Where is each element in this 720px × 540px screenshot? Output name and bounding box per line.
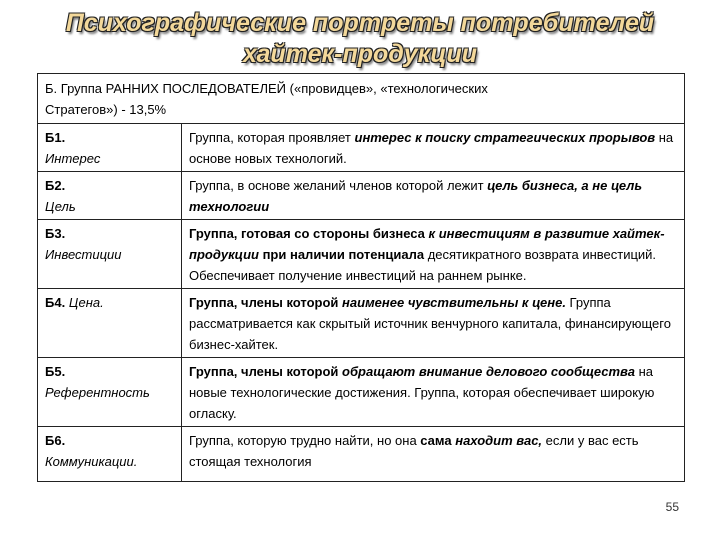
table-row: [38, 427, 685, 482]
row-name: Интерес: [45, 151, 101, 166]
row-label: [38, 358, 182, 427]
row-description: [182, 172, 685, 220]
row-code: Б5.: [45, 364, 66, 379]
desc-bold: Группа, члены которой: [189, 364, 343, 379]
desc-bold: Группа, готовая со стороны бизнеса: [189, 226, 429, 241]
row-label: [38, 172, 182, 220]
row-label: [38, 427, 182, 482]
row-code: Б1.: [45, 130, 66, 145]
desc-text: Группа рассматривается как скрытый источник венчурного капитала, финансирующего бизнес-хайтек.: [189, 295, 671, 352]
desc-text: если у вас есть стоящая технология: [189, 433, 639, 469]
desc-text: Группа, которую трудно найти, но она: [189, 433, 421, 448]
page-number: 55: [665, 500, 679, 514]
group-header-line-2: Стратегов») - 13,5%: [45, 102, 167, 117]
desc-bold: Группа, члены которой: [189, 295, 343, 310]
table-row: [38, 358, 685, 427]
desc-emphasis: интерес к поиску стратегических прорывов: [354, 130, 656, 145]
group-header-line-1: Б. Группа РАННИХ ПОСЛЕДОВАТЕЛЕЙ («провидцев», «технологических: [45, 81, 488, 96]
slide-title: [20, 8, 700, 70]
row-label: [38, 124, 182, 172]
desc-emphasis: обращают внимание делового сообщества: [342, 364, 635, 379]
table-row: [38, 124, 685, 172]
row-description: [182, 358, 685, 427]
desc-emphasis: находит вас,: [455, 433, 543, 448]
title-line-1: Психографические портреты потребителей: [65, 9, 655, 37]
row-name: Цена.: [68, 295, 104, 310]
desc-text: на новые технологические достижения. Группа, которая обеспечивает широкую огласку.: [189, 364, 655, 421]
table-row: [38, 220, 685, 289]
desc-emphasis: наименее чувствительны к цене.: [342, 295, 566, 310]
row-name: Цель: [45, 199, 76, 214]
table-row: [38, 289, 685, 358]
group-header-cell: [38, 74, 685, 124]
row-name: Референтность: [45, 385, 150, 400]
desc-text: Группа, в основе желаний членов которой лежит: [189, 178, 488, 193]
desc-emphasis: к инвестициям в развитие хайтек-продукции: [189, 226, 665, 262]
desc-emphasis: цель бизнеса, а не цель технологии: [189, 178, 643, 214]
row-name: Коммуникации.: [45, 454, 138, 469]
row-code: Б3.: [45, 226, 66, 241]
portraits-table: [37, 73, 685, 482]
desc-text: десятикратного возврата инвестиций. Обеспечивает получение инвестиций на раннем рынке.: [189, 247, 657, 283]
desc-bold: сама: [420, 433, 452, 448]
desc-bold: при наличии потенциала: [258, 247, 425, 262]
row-description: [182, 220, 685, 289]
desc-text: на основе новых технологий.: [189, 130, 674, 166]
row-description: [182, 124, 685, 172]
row-description: [182, 289, 685, 358]
table-row: [38, 172, 685, 220]
row-code: Б4.: [45, 295, 66, 310]
row-name: Инвестиции: [45, 247, 122, 262]
row-code: Б2.: [45, 178, 66, 193]
desc-text: Группа, которая проявляет: [189, 130, 355, 145]
title-line-2: хайтек-продукции: [242, 40, 478, 68]
row-label: [38, 289, 182, 358]
row-description: [182, 427, 685, 482]
row-code: Б6.: [45, 433, 66, 448]
row-label: [38, 220, 182, 289]
group-header-row: [38, 74, 685, 124]
